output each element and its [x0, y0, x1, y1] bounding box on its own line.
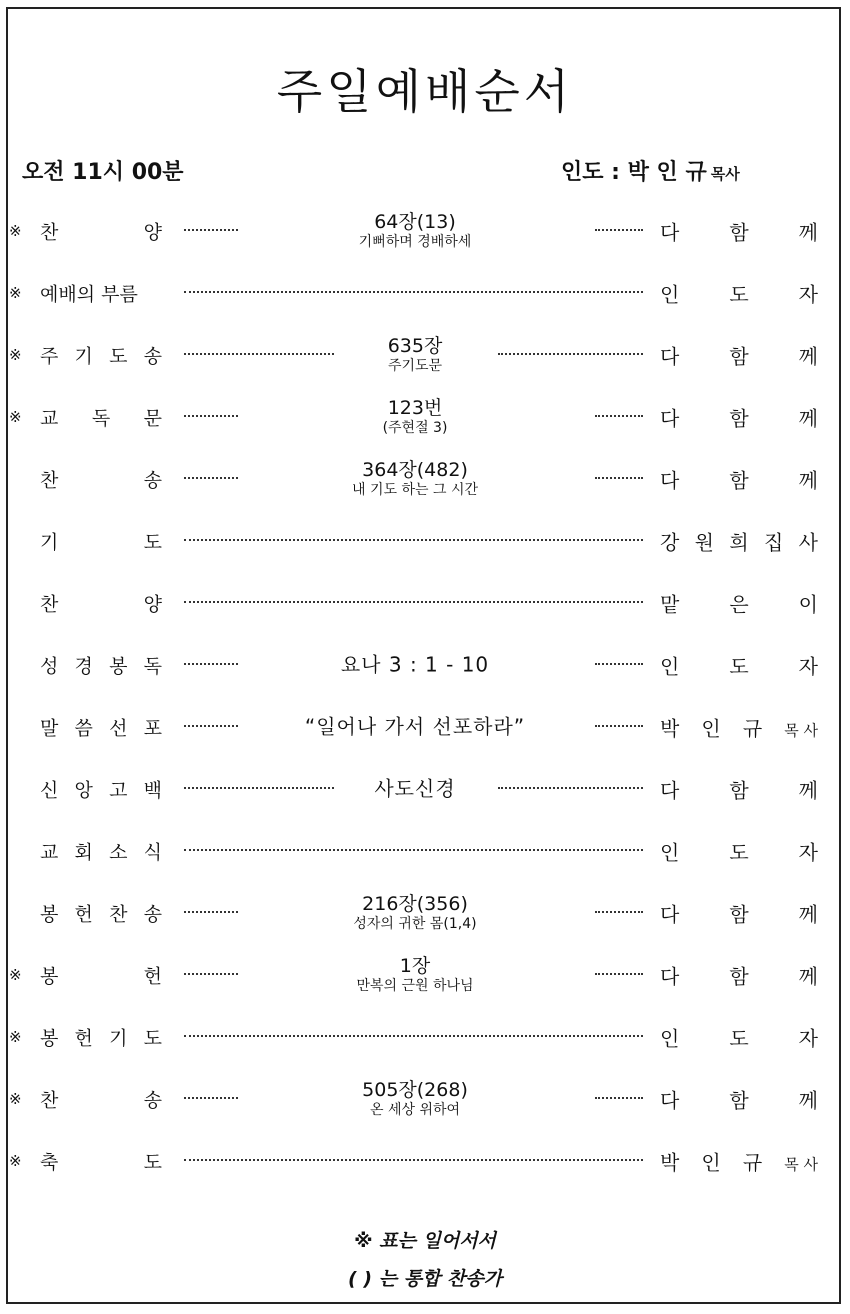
- item-person: [660, 713, 818, 742]
- item-person-char: 자: [798, 654, 818, 679]
- item-person-char: 인: [701, 716, 721, 741]
- item-label-char: 회: [74, 841, 93, 864]
- item-person: [660, 775, 818, 804]
- item-person-char: 께: [798, 778, 818, 803]
- item-person-char: 이: [798, 592, 818, 617]
- item-label: [40, 590, 162, 617]
- item-person-char: 자: [798, 1026, 818, 1051]
- item-sub-text: (주현절 3): [382, 419, 448, 436]
- item-label-char: 고: [109, 779, 128, 802]
- item-label: [40, 1148, 162, 1175]
- worship-item: [0, 386, 850, 448]
- item-person-char: 박: [660, 1150, 680, 1175]
- item-label-char: 헌: [74, 1027, 93, 1050]
- item-label-char: 축: [40, 1151, 59, 1174]
- leader-name: 박 인 규: [627, 160, 707, 185]
- dot-leader: [595, 1097, 643, 1099]
- item-detail: [245, 778, 585, 801]
- item-person-char: 사: [798, 530, 818, 555]
- standing-mark: ※: [9, 1152, 22, 1170]
- item-label-char: 양: [143, 221, 162, 244]
- worship-item: [0, 944, 850, 1006]
- item-label-char: 봉: [40, 903, 59, 926]
- item-person-char: 원: [694, 530, 714, 555]
- item-main-text: 64장(13): [374, 211, 456, 234]
- item-label-char: 말: [40, 717, 59, 740]
- item-person-char: 규: [742, 1150, 763, 1175]
- item-label-char: 찬: [40, 469, 59, 492]
- item-person-char: 께: [798, 468, 818, 493]
- item-sub-text: 온 세상 위하여: [369, 1101, 461, 1118]
- worship-item: [0, 1006, 850, 1068]
- item-label-char: 식: [143, 841, 162, 864]
- item-main-text: “일어나 가서 선포하라”: [304, 714, 526, 739]
- item-main-text: 505장(268): [362, 1079, 468, 1102]
- item-label-char: 도: [143, 531, 162, 554]
- item-person: [660, 279, 818, 308]
- dot-leader: [595, 911, 643, 913]
- service-leader: [561, 155, 740, 186]
- item-person-char: 다: [660, 964, 680, 989]
- dot-leader: [184, 415, 238, 417]
- page-title: 주일예배순서: [276, 65, 574, 120]
- item-label-char: 앙: [74, 779, 93, 802]
- item-sub-text: 주기도문: [387, 357, 443, 374]
- dot-leader: [184, 477, 238, 479]
- item-main-text: 364장(482): [362, 459, 468, 482]
- dot-leader: [184, 539, 643, 541]
- item-person-char: 께: [798, 406, 818, 431]
- item-person-char: 함: [729, 344, 749, 369]
- item-label-char: 송: [143, 1089, 162, 1112]
- worship-item: [0, 696, 850, 758]
- standing-mark: ※: [9, 1028, 22, 1046]
- item-sub-text: 기뻐하며 경배하세: [358, 233, 472, 250]
- dot-leader: [595, 973, 643, 975]
- leader-title: 목사: [710, 165, 740, 183]
- dot-leader: [184, 291, 643, 293]
- item-label-char: 송: [143, 903, 162, 926]
- item-person: [660, 1085, 818, 1114]
- item-label: [40, 838, 162, 865]
- worship-item: [0, 262, 850, 324]
- dot-leader: [184, 1035, 643, 1037]
- item-person-char: 다: [660, 406, 680, 431]
- dot-leader: [595, 415, 643, 417]
- item-person-char: 함: [729, 778, 749, 803]
- dot-leader: [184, 787, 334, 789]
- item-person-char: 집: [763, 530, 784, 555]
- item-main-text: 216장(356): [362, 893, 468, 916]
- item-person-char: 다: [660, 778, 680, 803]
- item-label: [40, 652, 162, 679]
- worship-item: [0, 820, 850, 882]
- item-label-char: 기: [74, 345, 93, 368]
- item-label: [40, 342, 162, 369]
- dot-leader: [498, 787, 643, 789]
- item-person-char: 함: [729, 468, 749, 493]
- item-person-char: 인: [660, 654, 680, 679]
- item-label-char: 헌: [143, 965, 162, 988]
- item-sub-text: 성자의 귀한 몸(1,4): [353, 915, 477, 932]
- standing-mark: ※: [9, 284, 22, 302]
- item-person-char: 다: [660, 1088, 680, 1113]
- item-label: [40, 1024, 162, 1051]
- leader-prefix: 인도 :: [561, 160, 628, 185]
- worship-item: [0, 510, 850, 572]
- dot-leader: [184, 663, 238, 665]
- item-person-char: 목 사: [784, 1155, 818, 1174]
- item-label-char: 도: [143, 1151, 162, 1174]
- item-label-char: 백: [143, 779, 162, 802]
- item-label-char: 송: [143, 345, 162, 368]
- item-detail: [245, 894, 585, 932]
- item-person-char: 함: [729, 220, 749, 245]
- item-label-char: 도: [143, 1027, 162, 1050]
- worship-item: [0, 200, 850, 262]
- item-detail: [245, 654, 585, 677]
- worship-item: [0, 324, 850, 386]
- note-hymnal: ( ) 는 통합 찬송가: [348, 1268, 502, 1290]
- item-person-char: 도: [729, 282, 749, 307]
- item-person-char: 인: [701, 1150, 721, 1175]
- dot-leader: [184, 973, 238, 975]
- dot-leader: [184, 1159, 643, 1161]
- worship-item: [0, 1130, 850, 1192]
- worship-item: [0, 572, 850, 634]
- item-main-text: 1장: [399, 955, 431, 978]
- note-standing: ※ 표는 일어서서: [354, 1230, 496, 1252]
- item-person-char: 께: [798, 344, 818, 369]
- item-person-char: 께: [798, 1088, 818, 1113]
- standing-mark: ※: [9, 1090, 22, 1108]
- item-label-char: 선: [109, 717, 128, 740]
- item-label: [40, 404, 162, 431]
- item-person-char: 함: [729, 406, 749, 431]
- item-person: [660, 837, 818, 866]
- item-main-text: 요나 3 : 1 - 10: [340, 652, 490, 677]
- worship-item: [0, 882, 850, 944]
- item-detail: [245, 336, 585, 374]
- item-label: [40, 900, 162, 927]
- item-person-char: 강: [660, 530, 680, 555]
- item-label-char: 독: [143, 655, 162, 678]
- item-person: [660, 341, 818, 370]
- item-label-char: 봉: [40, 965, 59, 988]
- item-label-char: 찬: [109, 903, 128, 926]
- item-sub-text: 내 기도 하는 그 시간: [352, 481, 478, 498]
- dot-leader: [595, 229, 643, 231]
- item-person: [660, 899, 818, 928]
- item-detail: [245, 460, 585, 498]
- item-label: [40, 1086, 162, 1113]
- item-person-char: 다: [660, 902, 680, 927]
- dot-leader: [184, 229, 238, 231]
- item-label-char: 헌: [74, 903, 93, 926]
- item-sub-text: 만복의 근원 하나님: [356, 977, 474, 994]
- item-person-char: 다: [660, 468, 680, 493]
- dot-leader: [184, 353, 334, 355]
- item-label: [40, 280, 162, 307]
- item-detail: [245, 212, 585, 250]
- dot-leader: [595, 477, 643, 479]
- item-person-char: 자: [798, 282, 818, 307]
- item-person-char: 도: [729, 840, 749, 865]
- item-label: [40, 218, 162, 245]
- item-label: [40, 466, 162, 493]
- dot-leader: [184, 849, 643, 851]
- item-label-char: 포: [143, 717, 162, 740]
- item-label-char: 도: [109, 345, 128, 368]
- item-person-char: 함: [729, 902, 749, 927]
- item-label: [40, 528, 162, 555]
- item-person: [660, 217, 818, 246]
- item-label-char: 찬: [40, 1089, 59, 1112]
- item-person-char: 박: [660, 716, 680, 741]
- item-detail: [245, 398, 585, 436]
- item-label-char: 성: [40, 655, 59, 678]
- worship-item: [0, 448, 850, 510]
- item-person: [660, 961, 818, 990]
- dot-leader: [184, 601, 643, 603]
- item-person-char: 자: [798, 840, 818, 865]
- worship-item: [0, 1068, 850, 1130]
- item-person-char: 께: [798, 220, 818, 245]
- item-label: [40, 714, 162, 741]
- item-label-char: 봉: [109, 655, 128, 678]
- item-label-char: 봉: [40, 1027, 59, 1050]
- item-label-char: 교: [40, 841, 59, 864]
- item-label-char: 예배의 부름: [40, 283, 138, 306]
- item-person-char: 맡: [660, 592, 680, 617]
- item-label-char: 기: [40, 531, 59, 554]
- item-person-char: 께: [798, 902, 818, 927]
- item-person: [660, 527, 818, 556]
- dot-leader: [595, 663, 643, 665]
- item-label-char: 신: [40, 779, 59, 802]
- item-label-char: 찬: [40, 221, 59, 244]
- item-person-char: 인: [660, 1026, 680, 1051]
- item-label-char: 씀: [74, 717, 93, 740]
- standing-mark: ※: [9, 408, 22, 426]
- item-person-char: 도: [729, 1026, 749, 1051]
- item-person-char: 다: [660, 220, 680, 245]
- item-label-char: 주: [40, 345, 59, 368]
- dot-leader: [184, 911, 238, 913]
- item-label-char: 기: [109, 1027, 128, 1050]
- item-label: [40, 776, 162, 803]
- item-person: [660, 1023, 818, 1052]
- dot-leader: [184, 1097, 238, 1099]
- worship-item: [0, 758, 850, 820]
- item-person-char: 희: [729, 530, 749, 555]
- item-main-text: 635장: [387, 335, 443, 358]
- item-main-text: 사도신경: [374, 776, 456, 801]
- item-detail: [245, 1080, 585, 1118]
- worship-item: [0, 634, 850, 696]
- item-person-char: 함: [729, 1088, 749, 1113]
- item-label-char: 양: [143, 593, 162, 616]
- item-person-char: 목 사: [784, 721, 818, 740]
- item-label-char: 소: [109, 841, 128, 864]
- item-person: [660, 1147, 818, 1176]
- item-person-char: 규: [742, 716, 763, 741]
- item-person: [660, 589, 818, 618]
- item-detail: [245, 716, 585, 739]
- standing-mark: ※: [9, 222, 22, 240]
- item-label-char: 교: [40, 407, 59, 430]
- item-label-char: 문: [143, 407, 162, 430]
- dot-leader: [595, 725, 643, 727]
- item-person: [660, 651, 818, 680]
- item-person-char: 다: [660, 344, 680, 369]
- item-person-char: 도: [729, 654, 749, 679]
- item-detail: [245, 956, 585, 994]
- item-person: [660, 403, 818, 432]
- dot-leader: [184, 725, 238, 727]
- item-person-char: 인: [660, 840, 680, 865]
- standing-mark: ※: [9, 346, 22, 364]
- item-label-char: 독: [91, 407, 111, 430]
- item-label-char: 경: [74, 655, 93, 678]
- item-label-char: 찬: [40, 593, 59, 616]
- item-person-char: 은: [729, 592, 749, 617]
- dot-leader: [498, 353, 643, 355]
- service-time: 오전 11시 00분: [22, 160, 184, 185]
- standing-mark: ※: [9, 966, 22, 984]
- item-person-char: 께: [798, 964, 818, 989]
- item-label-char: 송: [143, 469, 162, 492]
- item-person-char: 함: [729, 964, 749, 989]
- item-person: [660, 465, 818, 494]
- item-person-char: 인: [660, 282, 680, 307]
- item-main-text: 123번: [387, 397, 443, 420]
- item-label: [40, 962, 162, 989]
